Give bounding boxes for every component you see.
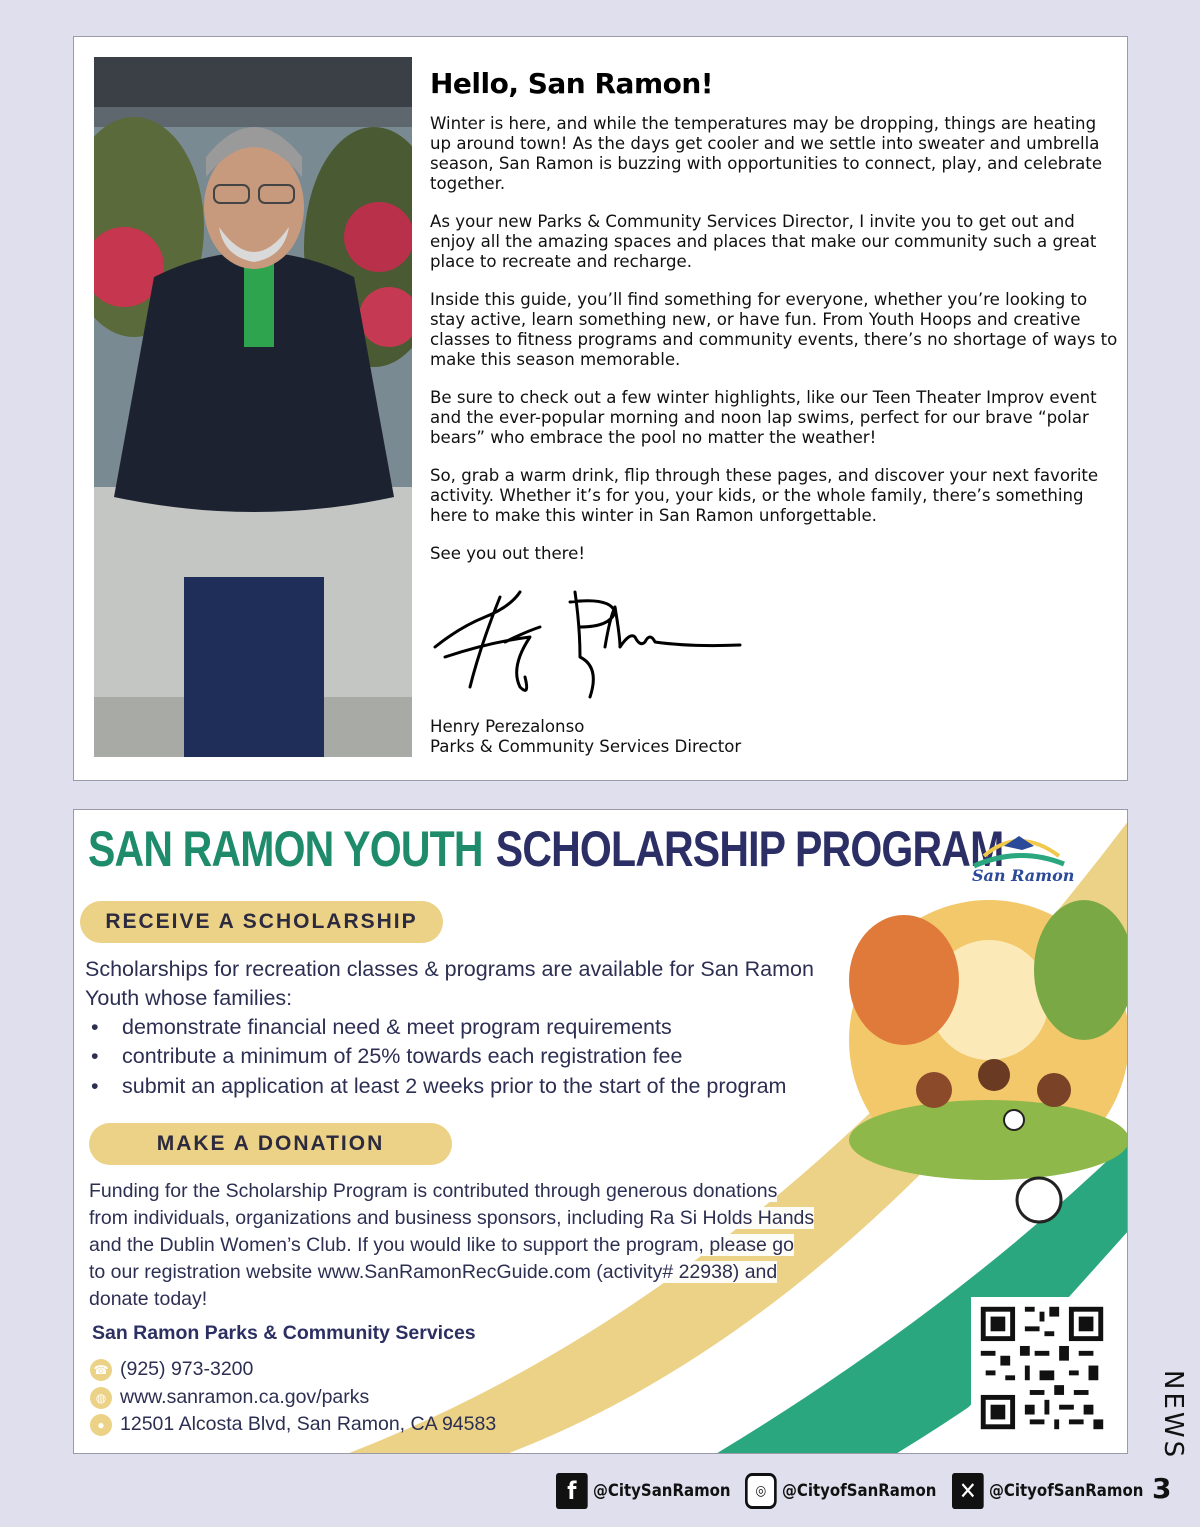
director-letter [73, 36, 1128, 781]
logo-text: San Ramon [972, 866, 1075, 885]
title-part-2: SCHOLARSHIP PROGRAM [495, 821, 1004, 877]
contact-address [90, 1413, 496, 1436]
list-item: • demonstrate financial need & meet program requirements [85, 1013, 786, 1042]
address: 12501 Alcosta Blvd, San Ramon, CA 94583 [120, 1413, 497, 1435]
x-icon: ✕ [952, 1473, 984, 1509]
letter-paragraph: Be sure to check out a few winter highlights, like our Teen Theater Improv event and the ever-popular morning and noon lap swims, perfect for our brave “polar bears” who embrace the pool no matter the weather! [430, 388, 1097, 447]
instagram-icon: ◎ [745, 1473, 777, 1509]
letter-paragraph: As your new Parks & Community Services Director, I invite you to get out and enjoy all the amazing spaces and places that make our community such a great place to recreate and recharge. [430, 212, 1097, 271]
x-handle[interactable] [952, 1473, 1143, 1509]
location-pin-icon: ● [90, 1414, 112, 1436]
contact-website[interactable] [90, 1386, 369, 1409]
funding-line: and the Dublin Women’s Club. If you would like to support the program, please go [89, 1234, 794, 1256]
scholarship-panel [73, 809, 1128, 1454]
scholarship-title [88, 820, 1003, 878]
section-label: NEWS [1158, 1370, 1188, 1461]
funding-line: to our registration website www.SanRamonRecGuide.com (activity# 22938) and [89, 1261, 778, 1283]
letter-paragraph: Inside this guide, you’ll find something for everyone, whether you’re looking to stay active, learn something new, or have fun. From Youth Hoops and creative classes to fitness programs and community events, there’s no shortage of ways to make this season memorable. [430, 290, 1118, 369]
instagram-handle[interactable] [745, 1473, 936, 1509]
website-link[interactable]: www.sanramon.ca.gov/parks [120, 1386, 370, 1408]
eligibility-list [85, 1013, 786, 1101]
signer-title: Parks & Community Services Director [430, 737, 742, 756]
phone-number: (925) 973-3200 [120, 1358, 254, 1380]
page-number: 3 [1152, 1472, 1172, 1505]
list-item: • contribute a minimum of 25% towards each registration fee [85, 1042, 786, 1071]
funding-line: Funding for the Scholarship Program is contributed through generous donations [89, 1180, 778, 1202]
contact-heading: San Ramon Parks & Community Services [92, 1322, 476, 1344]
letter-paragraph: So, grab a warm drink, flip through these pages, and discover your next favorite activity. Whether it’s for you, your kids, or the whole family, there’s something here to make this winter in San Ramon unforgettable. [430, 466, 1099, 525]
funding-line: donate today! [89, 1288, 208, 1310]
globe-icon: ◍ [90, 1387, 112, 1409]
signer-name: Henry Perezalonso [430, 717, 585, 736]
funding-line: from individuals, organizations and business sponsors, including Ra Si Holds Hands [89, 1207, 815, 1229]
director-photo [94, 57, 412, 757]
qr-code[interactable] [971, 1297, 1113, 1439]
scholarship-intro: Scholarships for recreation classes & programs are available for San Ramon Youth whose families: [85, 957, 814, 1010]
signature [430, 587, 760, 711]
list-item: • submit an application at least 2 weeks prior to the start of the program [85, 1072, 786, 1101]
instagram-handle-text[interactable]: @CityofSanRamon [781, 1481, 937, 1501]
letter-paragraph: See you out there! [430, 544, 585, 563]
make-donation-heading: MAKE A DONATION [89, 1123, 452, 1165]
facebook-handle[interactable] [556, 1473, 731, 1509]
letter-greeting: Hello, San Ramon! [430, 67, 714, 100]
facebook-icon: f [556, 1473, 588, 1509]
title-part-1: SAN RAMON YOUTH [88, 821, 483, 877]
phone-icon: ☎ [90, 1359, 112, 1381]
facebook-handle-text[interactable]: @CitySanRamon [592, 1481, 731, 1501]
funding-text [89, 1178, 869, 1313]
receive-scholarship-heading: RECEIVE A SCHOLARSHIP [80, 901, 443, 943]
contact-phone [90, 1358, 253, 1381]
x-handle-text[interactable]: @CityofSanRamon [988, 1481, 1144, 1501]
letter-paragraph: Winter is here, and while the temperatures may be dropping, things are heating up around town! As the days get cooler and we settle into sweater and umbrella season, San Ramon is buzzing with opportunities to connect, play, and celebrate together. [430, 114, 1103, 193]
